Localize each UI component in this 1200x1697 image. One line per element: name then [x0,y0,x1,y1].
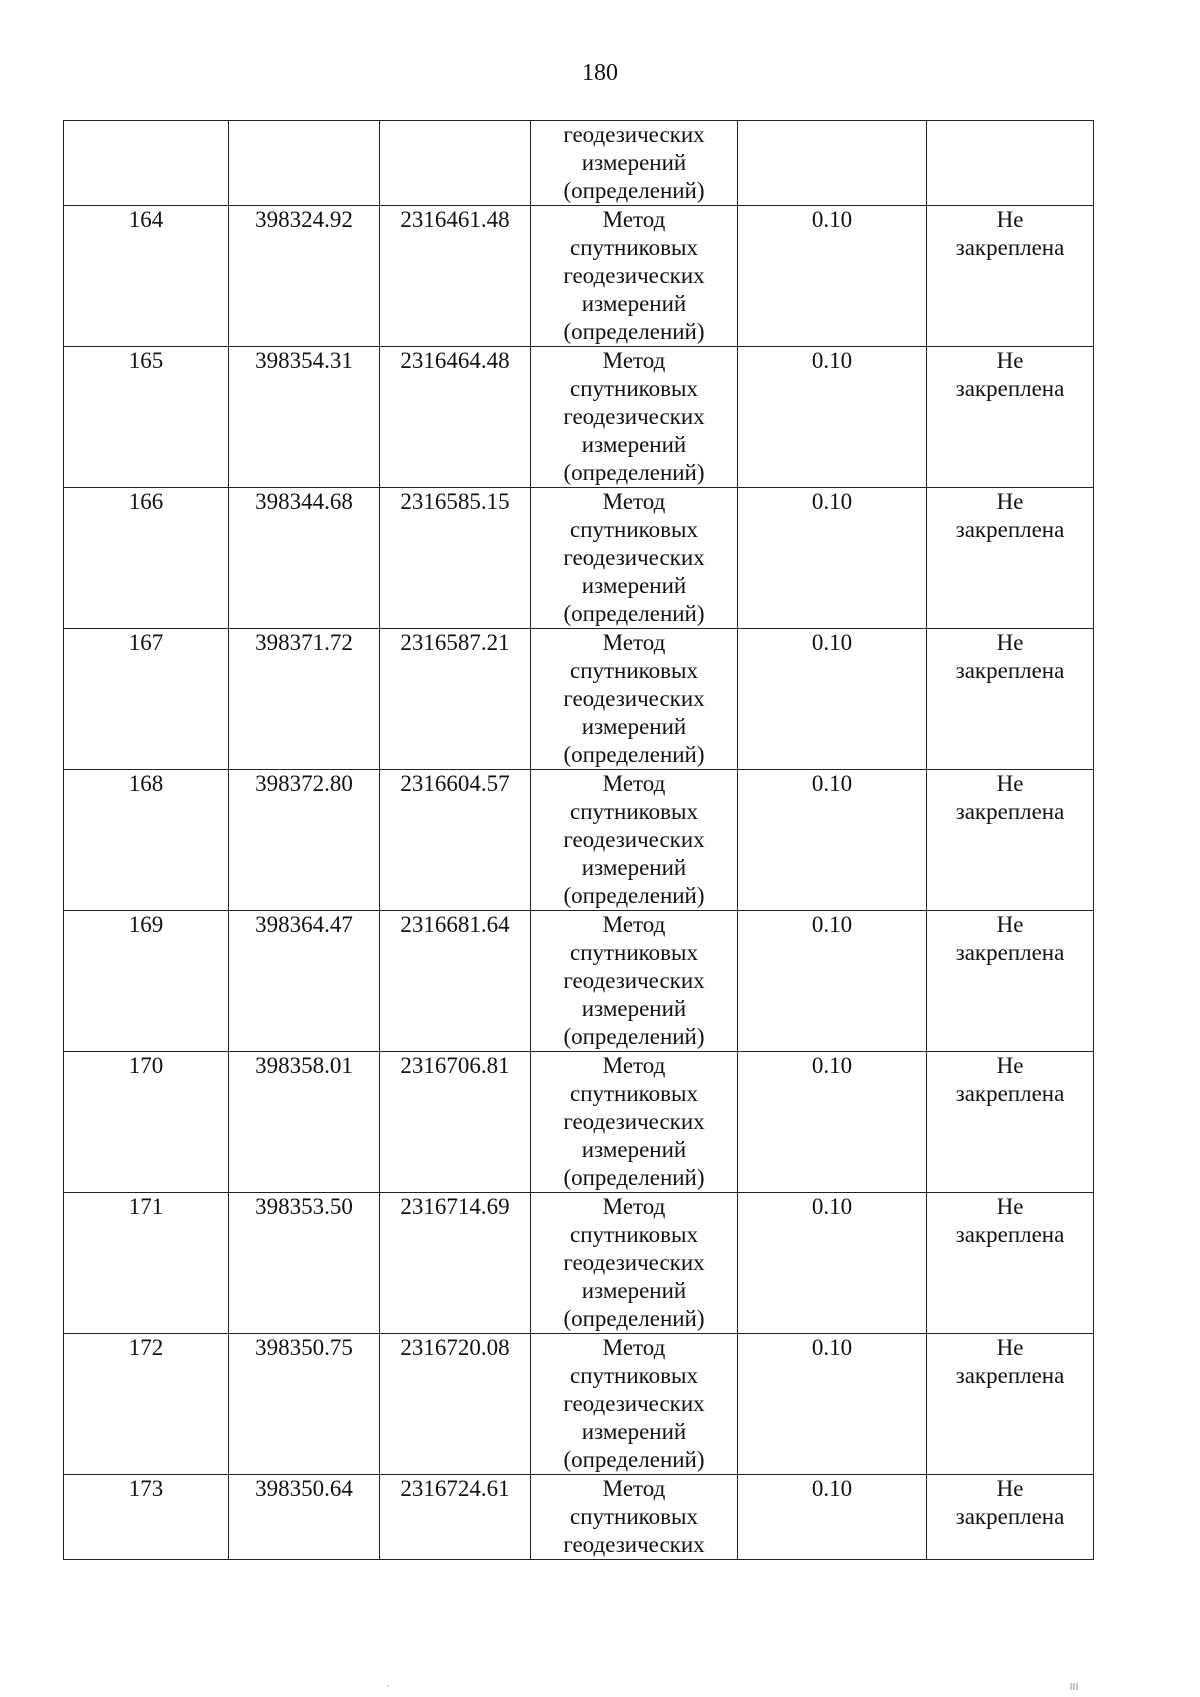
point-number-cell: 173 [64,1475,229,1560]
fixation-cell: Не закреплена [927,1475,1094,1560]
method-cell: Метод спутниковых геодезических измерений (определений) [531,488,738,629]
y-coordinate-cell: 2316720.08 [380,1334,531,1475]
point-number-cell: 164 [64,206,229,347]
x-coordinate-cell: 398354.31 [229,347,380,488]
x-coordinate-cell: 398324.92 [229,206,380,347]
table-row [64,911,1094,1052]
table-row [64,121,1094,206]
method-cell: Метод спутниковых геодезических измерений (определений) [531,206,738,347]
scan-artifact-mark: ‖‖‖ [1070,1682,1079,1693]
table-row [64,1193,1094,1334]
method-cell: Метод спутниковых геодезических измерений (определений) [531,347,738,488]
accuracy-cell: 0.10 [738,1475,927,1560]
method-cell: Метод спутниковых геодезических измерений (определений) [531,1052,738,1193]
y-coordinate-cell: 2316585.15 [380,488,531,629]
accuracy-cell: 0.10 [738,488,927,629]
y-coordinate-cell [380,121,531,206]
point-number-cell [64,121,229,206]
table-row [64,347,1094,488]
point-number-cell: 170 [64,1052,229,1193]
fixation-cell: Не закреплена [927,488,1094,629]
table-row [64,206,1094,347]
x-coordinate-cell: 398364.47 [229,911,380,1052]
table-row [64,629,1094,770]
accuracy-cell: 0.10 [738,629,927,770]
fixation-cell: Не закреплена [927,1334,1094,1475]
method-cell: Метод спутниковых геодезических измерений (определений) [531,629,738,770]
x-coordinate-cell: 398371.72 [229,629,380,770]
method-cell: Метод спутниковых геодезических измерений (определений) [531,770,738,911]
fixation-cell: Не закреплена [927,347,1094,488]
fixation-cell: Не закреплена [927,1193,1094,1334]
method-cell: Метод спутниковых геодезических [531,1475,738,1560]
table-row [64,1052,1094,1193]
accuracy-cell [738,121,927,206]
x-coordinate-cell: 398372.80 [229,770,380,911]
y-coordinate-cell: 2316587.21 [380,629,531,770]
fixation-cell: Не закреплена [927,629,1094,770]
method-cell: геодезических измерений (определений) [531,121,738,206]
method-cell: Метод спутниковых геодезических измерений (определений) [531,911,738,1052]
y-coordinate-cell: 2316724.61 [380,1475,531,1560]
table-row [64,1475,1094,1560]
method-cell: Метод спутниковых геодезических измерений (определений) [531,1193,738,1334]
x-coordinate-cell: 398350.75 [229,1334,380,1475]
y-coordinate-cell: 2316461.48 [380,206,531,347]
point-number-cell: 165 [64,347,229,488]
method-cell: Метод спутниковых геодезических измерений (определений) [531,1334,738,1475]
accuracy-cell: 0.10 [738,206,927,347]
x-coordinate-cell [229,121,380,206]
table-row [64,1334,1094,1475]
x-coordinate-cell: 398350.64 [229,1475,380,1560]
accuracy-cell: 0.10 [738,1334,927,1475]
y-coordinate-cell: 2316604.57 [380,770,531,911]
page-number: 180 [582,60,618,86]
fixation-cell: Не закреплена [927,911,1094,1052]
point-number-cell: 169 [64,911,229,1052]
x-coordinate-cell: 398353.50 [229,1193,380,1334]
x-coordinate-cell: 398358.01 [229,1052,380,1193]
y-coordinate-cell: 2316714.69 [380,1193,531,1334]
accuracy-cell: 0.10 [738,1052,927,1193]
accuracy-cell: 0.10 [738,911,927,1052]
point-number-cell: 167 [64,629,229,770]
accuracy-cell: 0.10 [738,347,927,488]
fixation-cell: Не закреплена [927,1052,1094,1193]
fixation-cell: Не закреплена [927,206,1094,347]
table-row [64,488,1094,629]
coordinates-table [63,120,1094,1560]
scan-artifact-mark: · [386,1682,390,1693]
y-coordinate-cell: 2316464.48 [380,347,531,488]
fixation-cell [927,121,1094,206]
point-number-cell: 172 [64,1334,229,1475]
y-coordinate-cell: 2316706.81 [380,1052,531,1193]
accuracy-cell: 0.10 [738,1193,927,1334]
x-coordinate-cell: 398344.68 [229,488,380,629]
point-number-cell: 166 [64,488,229,629]
y-coordinate-cell: 2316681.64 [380,911,531,1052]
accuracy-cell: 0.10 [738,770,927,911]
fixation-cell: Не закреплена [927,770,1094,911]
table-row [64,770,1094,911]
point-number-cell: 168 [64,770,229,911]
point-number-cell: 171 [64,1193,229,1334]
